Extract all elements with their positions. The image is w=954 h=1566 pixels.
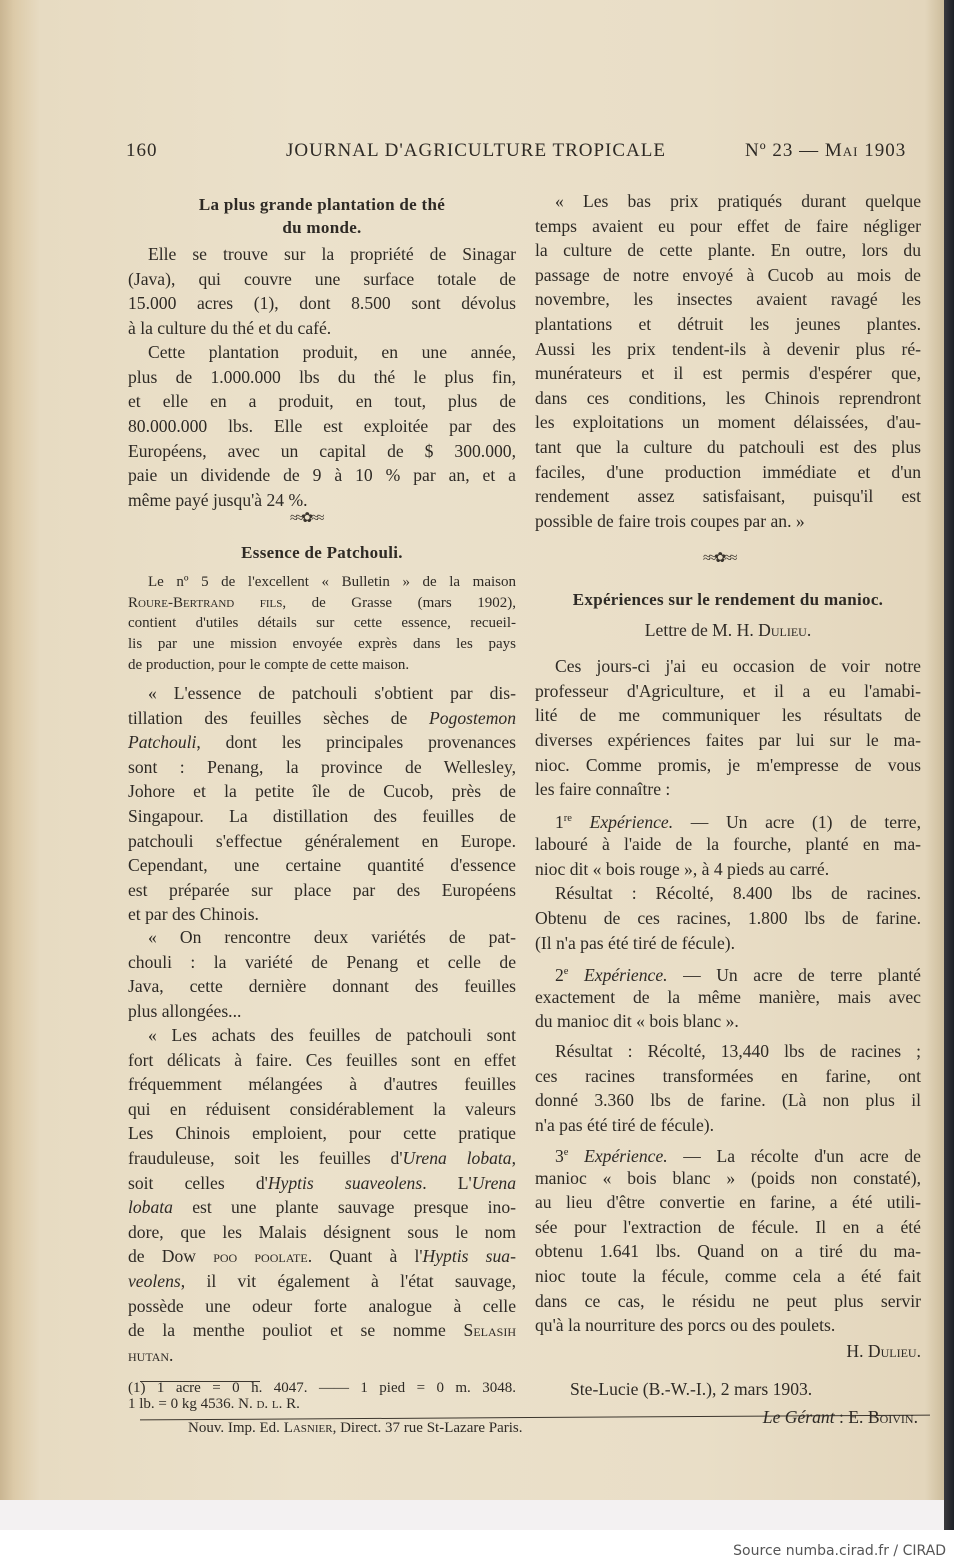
text-line: possède une odeur forte analogue à celle [128,1295,516,1316]
text-line [535,1339,921,1363]
text-line: (Il n'a pas été tiré de fécule). [535,932,736,953]
page-number: 160 [126,140,158,161]
text-segment: , Direct. 37 rue St-Lazare Paris. [332,1420,523,1436]
text-segment: Dulieu [758,620,807,640]
text-segment: 2 [555,964,564,985]
journal-title: JOURNAL D'AGRICULTURE TROPICALE [286,140,666,161]
text-line: « L'essence de patchouli s'obtient par dis- [148,683,516,703]
text-line: possible de faire trois coupes par an. » [535,510,805,531]
text-line: novembre, les insectes avaient ravagé les [535,289,921,310]
text-line: Résultat : Récolté, 8.400 lbs de racines. [555,883,921,903]
text-line: qu'à la nourriture des porcs ou des poulets. [535,1315,836,1336]
text-line: même payé jusqu'à 24 %. [128,490,308,511]
letter-byline [535,618,921,642]
text-segment: Urena [471,1172,517,1193]
intro-paragraph [128,572,516,675]
text-segment: Boivin [867,1407,914,1427]
text-line: de production, pour le compte de cette maison. [128,656,410,673]
text-segment: Lettre de M. H. [644,620,759,640]
text-segment: e [563,966,569,977]
text-segment: Hyptis suaveolens [267,1172,423,1193]
text-segment: . [913,1407,918,1427]
text-line: « Les bas prix pratiqués durant quelque [555,191,921,211]
text-line: tant que la culture du patchouli est des plus [535,436,921,457]
text-line: à la culture du thé et du café. [128,317,332,338]
text-segment: — La récolte d'un acre de [667,1145,921,1166]
text-segment: , [511,1147,516,1168]
text-line [128,1343,516,1368]
text-line: du monde. [282,218,362,237]
text-line: diverses expériences faites par lui sur le ma- [535,730,921,751]
text-segment: frauduleuse, soit les feuilles d' [128,1147,403,1168]
text-segment: H. [846,1341,868,1361]
text-line: Java, cette dernière donnant des feuilles [128,976,516,997]
text-line [128,1397,516,1413]
quote-paragraph [128,925,516,1023]
text-line: munérateurs et il est permis d'espérer que, [535,363,921,384]
text-segment: . [169,1344,174,1365]
paragraph [128,242,516,340]
text-line: Les Chinois emploient, pour cette pratique [128,1123,516,1144]
scan-backing [0,1500,944,1530]
text-line: passage de notre envoyé à Cucob au mois de [535,264,921,285]
text-line [535,807,921,832]
text-segment: de Dow [128,1246,214,1267]
text-line: la culture de cette plante. En outre, lors du [535,240,921,261]
text-segment: Pogostemon [429,707,516,728]
text-line: Européens, avec un capital de $ 300.000, [128,440,516,461]
text-line: du manioc dit « bois blanc ». [535,1011,739,1032]
text-segment: 1 lb. = 0 kg 4536. N. [128,1395,257,1412]
text-line [128,593,516,614]
text-line [128,1171,516,1196]
text-line: dans ce cas, le résidu ne peut plus servir [535,1290,921,1311]
text-line [128,1146,516,1171]
text-line: lis par une mission envoyée exprès dans les pays [128,636,516,653]
text-line: Essence de Patchouli. [241,543,403,562]
ornament-divider: ≈≈✿≈≈ [703,551,736,566]
text-segment: soit celles d' [128,1172,268,1193]
text-line: obtenu 1.641 lbs. Quand on a tiré du ma- [535,1241,921,1262]
text-line: Cette plantation produit, en une année, [148,342,516,362]
quote-paragraph [128,1023,516,1367]
text-line [700,1407,918,1427]
text-line [128,1318,516,1343]
text-line: Expériences sur le rendement du manioc. [572,590,884,609]
text-segment: hutan [128,1344,170,1365]
source-credit: Source numba.cirad.fr / CIRAD [733,1543,946,1559]
text-line: Johore et la petite île de Cucob, près de [128,781,516,802]
text-line [535,618,921,642]
text-segment: poo poolate [213,1246,308,1267]
text-segment: Nouv. Imp. Ed. [188,1420,284,1436]
heading-tea-plantation [128,193,516,239]
text-line: sont : Penang, la province de Wellesley, [128,756,516,777]
text-line: Singapour. La distillation des feuilles de [128,805,516,826]
text-line: Aussi les prix tendent-ils à devenir plus ré- [535,338,921,359]
text-segment: tillation des feuilles sèches de [128,707,430,728]
text-segment: — Un acre de terre planté [667,964,921,985]
text-line: (Java), qui couvre une surface totale de [128,268,516,289]
text-line: nioc toute la fécule, comme cela a été fait [535,1265,921,1286]
text-line: faciles, d'une production immédiate et d'un [535,461,921,482]
text-segment: e [563,1147,569,1158]
text-line: labouré à l'aide de la fourche, planté en ma- [535,833,921,854]
text-line: et par des Chinois. [128,904,259,925]
text-line: les faire connaître : [535,779,671,800]
text-line: Le nº 5 de l'excellent « Bulletin » de la maison [148,574,516,590]
text-segment: Hyptis sua- [422,1246,516,1267]
experiment-1 [535,807,921,881]
text-segment: Expérience. [568,1145,668,1166]
text-segment: est une plante sauvage presque ino- [172,1197,516,1218]
text-segment: , il vit également à l'état sauvage, [180,1270,516,1291]
text-line: contient d'utiles détails sur cette essence, recueil- [128,615,516,632]
text-segment: lobata [128,1197,173,1218]
text-line: Ces jours-ci j'ai eu occasion de voir notre [555,656,921,676]
text-line: plus de 1.000.000 lbs du thé le plus fin, [128,366,516,387]
experiment-2 [535,960,921,1034]
text-line: Obtenu de ces racines, 1.800 lbs de farine. [535,907,921,928]
text-segment: Expérience. [572,811,674,832]
result-1 [535,881,921,955]
text-segment: . [916,1341,921,1361]
text-line: au lieu d'être convertie en farine, a été utili- [535,1192,921,1213]
text-line: qui en réduisent considérablement la valeurs [128,1098,516,1119]
text-line: « Les achats des feuilles de patchouli sont [148,1025,516,1045]
footnote [128,1381,516,1412]
text-segment: . L' [422,1172,472,1193]
text-line: paie un dividende de 9 à 10 % par an, et a [128,465,516,486]
ornament-divider: ≈≈✿≈≈ [290,511,323,526]
text-segment: Urena lobata [402,1147,512,1168]
paragraph [128,340,516,513]
text-line: manioc « bois blanc » (poids non constaté), [535,1167,921,1188]
paragraph [535,654,921,802]
text-segment: re [563,813,572,824]
text-line: Cependant, une certaine quantité d'essence [128,855,516,876]
text-line: 80.000.000 lbs. Elle est exploitée par des [128,416,516,437]
text-line [188,1418,608,1438]
text-line: Ste-Lucie (B.-W.-I.), 2 mars 1903. [570,1379,813,1399]
result-2 [535,1039,921,1137]
text-line [128,1244,516,1269]
text-segment: R. [282,1395,300,1412]
text-segment: 3 [555,1145,564,1166]
printer-imprint [188,1418,608,1438]
text-line: dans ces conditions, les Chinois reprendront [535,387,921,408]
text-segment: de la menthe pouliot et se nomme [128,1320,464,1341]
text-segment: : E. [834,1407,868,1427]
text-line [128,1269,516,1294]
heading-manioc [535,588,921,612]
text-line: les exploitations un moment délaissées, d'au- [535,412,921,433]
text-segment: veolens [128,1270,181,1291]
heading-patchouli [128,541,516,565]
text-segment: Nº 23 — [745,140,825,161]
place-date [570,1379,870,1399]
text-segment: Lasnier [283,1420,333,1436]
text-line: chouli : la variété de Penang et celle de [128,951,516,972]
text-line: plus allongées... [128,1000,242,1021]
text-segment: , de Grasse (mars 1902), [282,594,516,611]
text-segment: 1903 [858,140,907,161]
text-line: rendement assez satisfaisant, puisqu'il est [535,486,921,507]
text-line: donné 3.360 lbs de farine. (Là non plus il [535,1090,921,1111]
quote-paragraph [128,681,516,927]
text-line: plantations et détruit les jeunes plantes. [535,313,921,334]
text-line: Elle se trouve sur la propriété de Sinagar [148,244,516,264]
text-line: La plus grande plantation de thé [198,195,446,214]
text-line [128,730,516,755]
text-line: (1) 1 acre = 0 h. 4047. —— 1 pied = 0 m. 3048. [128,1380,516,1396]
gerant-credit [700,1407,918,1427]
signature [535,1339,921,1363]
text-line: 15.000 acres (1), dont 8.500 sont dévolus [128,293,516,314]
text-line: ces racines transformées en farine, ont [535,1065,921,1086]
text-segment: , dont les principales provenances [196,732,516,753]
quote-paragraph [535,189,921,533]
text-line [535,960,921,985]
text-line: professeur d'Agriculture, et il a eu l'amabi- [535,680,921,701]
text-line: fréquemment mélangées à d'autres feuilles [128,1074,516,1095]
text-segment: Roure-Bertrand fils [128,594,283,611]
text-line [128,706,516,731]
text-segment: d. l. [256,1395,283,1412]
text-segment: Dulieu [867,1341,917,1361]
text-segment: . Quant à l' [307,1246,423,1267]
text-line: sée pour l'extraction de fécule. Il en a été [535,1216,921,1237]
text-line [535,1141,921,1166]
text-line: n'a pas été tiré de fécule). [535,1114,715,1135]
text-line: nioc dit « bois rouge », à 4 pieds au carré. [535,858,830,879]
text-line: Résultat : Récolté, 13,440 lbs de racines ; [555,1041,921,1061]
text-line: temps avaient eu pour effet de faire négliger [535,215,921,236]
text-segment: Patchouli [128,732,197,753]
issue-date [745,140,906,162]
text-segment: Selasih [463,1320,516,1341]
experiment-3 [535,1141,921,1338]
text-line: exactement de la même manière, mais avec [535,986,921,1007]
text-segment: 1 [555,811,564,832]
text-line: nioc. Comme promis, je m'empresse de vous [535,754,921,775]
text-line: fort délicats à faire. Ces feuilles sont en effet [128,1049,516,1070]
text-line: et elle en a produit, en tout, plus de [128,391,516,412]
text-line: lité de me communiquer les résultats de [535,705,921,726]
text-segment: Expérience. [568,964,668,985]
text-segment: — Un acre (1) de terre, [673,811,921,832]
text-segment: Le Gérant [762,1407,835,1427]
text-line [128,1195,516,1220]
text-segment: . [806,620,812,640]
text-line: patchouli s'effectue généralement en Europe. [128,830,516,851]
book-binding-edge [944,0,954,1530]
text-segment: Mai [824,140,859,161]
text-line: dore, que les Malais désignent sous le nom [128,1221,516,1242]
text-line: est préparée sur place par des Européens [128,879,516,900]
text-line: « On rencontre deux variétés de pat- [148,927,516,947]
